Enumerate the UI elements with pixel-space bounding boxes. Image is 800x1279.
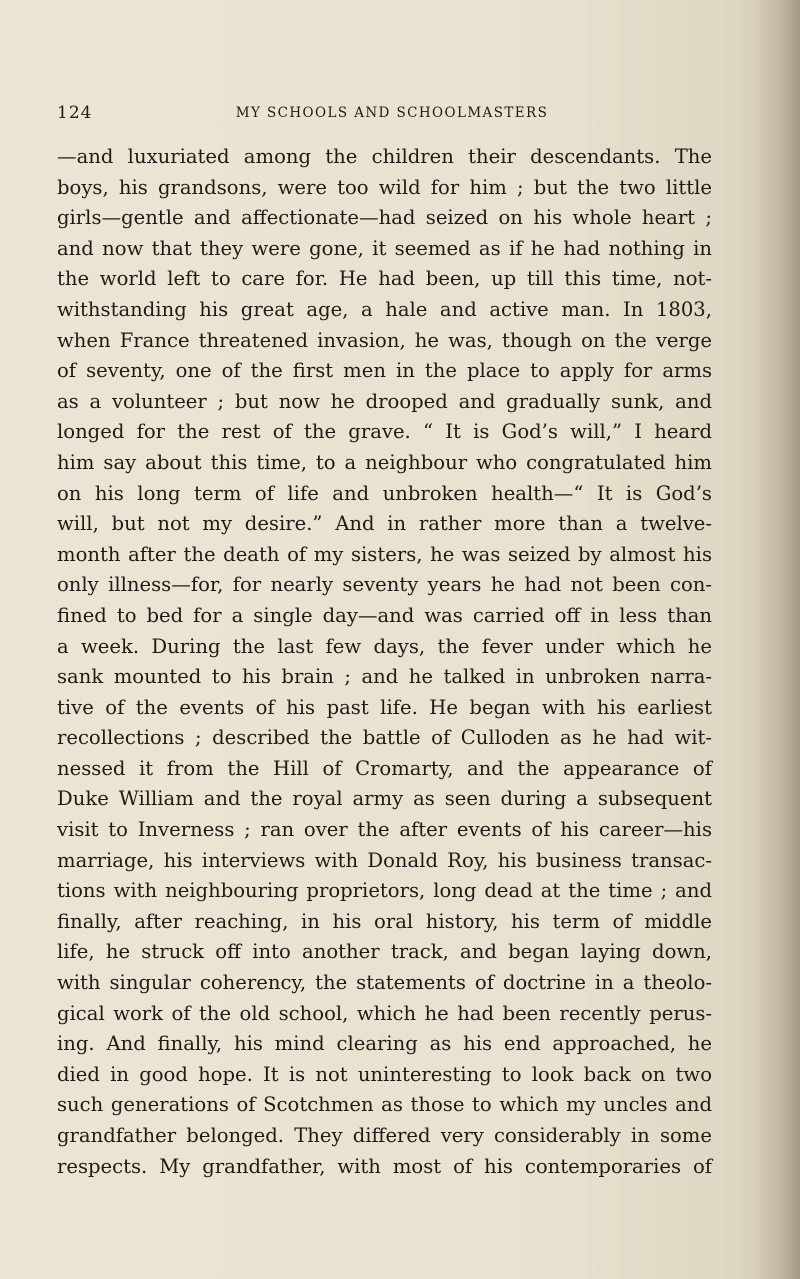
text-line: as a volunteer ; but now he drooped and gradually sunk, and [57, 389, 712, 413]
text-line: tive of the events of his past life. He began with his earliest [57, 695, 712, 719]
paragraph [57, 142, 712, 1182]
text-line: will, but not my desire.” And in rather more than a twelve- [57, 512, 712, 536]
text-line: and now that they were gone, it seemed as if he had nothing in [57, 236, 712, 260]
text-line: withstanding his great age, a hale and active man. In 1803, [57, 297, 712, 321]
text-line: fined to bed for a single day—and was carried off in less than [57, 603, 712, 627]
text-line: when France threatened invasion, he was, though on the verge [57, 328, 712, 352]
text-line: respects. My grandfather, with most of his contemporaries of [57, 1154, 712, 1178]
text-line: sank mounted to his brain ; and he talked in unbroken narra- [57, 665, 712, 689]
text-line: nessed it from the Hill of Cromarty, and the appearance of [57, 756, 712, 780]
text-line: tions with neighbouring proprietors, long dead at the time ; and [57, 879, 712, 903]
page-header [57, 103, 707, 127]
text-line: such generations of Scotchmen as those to which my uncles and [57, 1093, 712, 1117]
text-line: life, he struck off into another track, and began laying down, [57, 940, 712, 964]
body-text [57, 142, 712, 1182]
running-title: MY SCHOOLS AND SCHOOLMASTERS [235, 105, 549, 121]
text-line: boys, his grandsons, were too wild for him ; but the two little [57, 175, 712, 199]
text-line: the world left to care for. He had been, up till this time, not- [57, 267, 712, 291]
text-line: girls—gentle and affectionate—had seized on his whole heart ; [57, 206, 712, 230]
text-line: of seventy, one of the first men in the place to apply for arms [57, 359, 712, 383]
text-line: him say about this time, to a neighbour who congratulated him [57, 450, 712, 474]
text-line: Duke William and the royal army as seen during a subsequent [57, 787, 712, 811]
page-edge-shadow [754, 0, 800, 1279]
text-line: visit to Inverness ; ran over the after events of his career—his [57, 818, 712, 842]
text-line: grandfather belonged. They differed very considerably in some [57, 1124, 712, 1147]
text-line: longed for the rest of the grave. “ It is God’s will,” I heard [57, 420, 712, 444]
text-line: gical work of the old school, which he had been recently perus- [57, 1001, 712, 1025]
text-line: on his long term of life and unbroken health—“ It is God’s [57, 481, 712, 505]
text-line: recollections ; described the battle of Culloden as he had wit- [57, 726, 712, 750]
text-line: with singular coherency, the statements of doctrine in a theolo- [57, 971, 712, 995]
text-line: month after the death of my sisters, he was seized by almost his [57, 542, 712, 566]
text-line: finally, after reaching, in his oral history, his term of middle [57, 909, 712, 933]
text-line: a week. During the last few days, the fever under which he [57, 634, 712, 658]
text-line: marriage, his interviews with Donald Roy, his business transac- [57, 848, 712, 872]
page-number: 124 [57, 103, 93, 123]
text-line: only illness—for, for nearly seventy years he had not been con- [57, 573, 712, 597]
text-line: died in good hope. It is not uninteresting to look back on two [57, 1062, 712, 1086]
text-line: ing. And finally, his mind clearing as his end approached, he [57, 1032, 712, 1056]
text-line: —and luxuriated among the children their descendants. The [57, 145, 712, 168]
